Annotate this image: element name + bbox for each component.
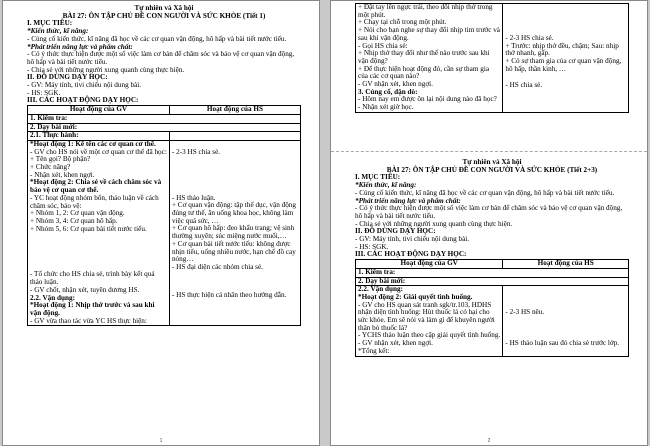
teacher-activities-cell: [356, 4, 503, 113]
competency-heading: *Phát triển năng lực và phẩm chất:: [27, 42, 133, 51]
document-page-right: [330, 0, 648, 446]
hs-line: - 2-3 HS chia sẻ.: [505, 34, 554, 42]
gv-line: - GV cho HS nói về một cơ quan cơ thể đã học:: [30, 147, 167, 156]
section-materials: II. ĐỒ DÙNG DẠY HỌC:: [355, 227, 436, 236]
student-activities-cell: [169, 140, 300, 325]
table-row: [356, 4, 629, 113]
gv-line: - GV cho HS quan sát tranh sgk/tr.103, HDHS nhận diện tình huống: Hùt thuốc lá có hại cho sức khỏe. Em sẽ nói và làm gì để khuyên người thân bỏ thuốc lá?: [358, 300, 495, 332]
competency-text-1: - Có ý thức thực hiện được một số việc làm cơ bản để chăm sóc và bảo vệ cơ quan vận động, hô hấp và bài tiết nước tiểu.: [27, 50, 295, 66]
gv-line: + Nhóm 5, 6: Cơ quan bài tiết nước tiểu.: [30, 224, 147, 233]
hs-spacer: [505, 4, 626, 35]
hs-spacer: [505, 286, 626, 309]
gv-line: + Đặt tay lên ngực trái, theo dõi nhịp thở trong một phút.: [358, 3, 493, 19]
student-activities-cell: [503, 4, 629, 113]
col-header-teacher: Hoạt động của GV: [28, 106, 170, 115]
hs-line: + Có sự tham gia của cơ quan vận động, hô hấp, thần kinh, …: [505, 57, 622, 73]
gv-line: 2.2. Vận dụng:: [30, 293, 76, 302]
gv-line: *Tổng kết:: [358, 346, 390, 355]
hs-spacer: [505, 317, 626, 340]
gv-line: - Nhận xét, khen ngợi.: [30, 170, 95, 179]
section-activities: III. CÁC HOẠT ĐỘNG DẠY HỌC:: [27, 96, 139, 105]
materials-teacher: - GV: Máy tính, tivi chiếu nội dung bài.: [355, 235, 470, 244]
gv-line: + Tên gọi? Bộ phận?: [30, 155, 91, 164]
section-materials: II. ĐỒ DÙNG DẠY HỌC:: [27, 73, 108, 82]
table-row: [28, 140, 301, 325]
section-objectives: I. MỤC TIÊU:: [27, 19, 73, 28]
gv-line: + Chạy tại chỗ trong một phút.: [358, 18, 447, 27]
gv-spacer: [30, 233, 167, 271]
hs-spacer: [172, 157, 298, 195]
gv-line: *Hoạt động 2: Giải quyết tình huống.: [358, 292, 473, 301]
activities-table: [355, 259, 629, 356]
page-left-content: [27, 5, 301, 433]
table-row: [28, 114, 301, 123]
col-header-student: Hoạt động của HS: [169, 106, 300, 115]
knowledge-text: - Củng cố kiến thức, kĩ năng đã học về các cơ quan vận động, hô hấp và bài tiết nước tiểu.: [355, 188, 615, 197]
page-right-top-content: [355, 3, 629, 137]
hs-line: + Cơ quan hô hấp: đeo khẩu trang; vệ sinh thường xuyên; súc miệng nước muối,…: [171, 224, 295, 241]
materials-student: - HS: SGK.: [355, 242, 389, 251]
col-header-teacher: Hoạt động của GV: [356, 260, 503, 269]
page-number: 1: [159, 438, 163, 444]
knowledge-heading: *Kiến thức, kĩ năng:: [355, 181, 417, 190]
gv-line: - Hôm nay em được ôn lại nội dung nào đã học?: [358, 95, 497, 104]
page-right-bottom-content: [355, 159, 629, 435]
hs-line: - HS thảo luận sau đó chia sẻ trước lớp.: [505, 338, 620, 347]
gv-line: *Hoạt động 1: Kể tên các cơ quan cơ thể.: [30, 139, 156, 148]
gv-line: *Hoạt động 1: Nhịp thở trước và sau khi vận động.: [30, 301, 155, 317]
gv-line: - YCHS thảo luận theo cặp giải quyết tình huống.: [358, 331, 501, 340]
activities-table: [27, 105, 301, 326]
gv-line: + Chức năng?: [30, 163, 71, 172]
gv-line: *Hoạt động 2: Chia sẻ về cách chăm sóc và bảo vệ cơ quan cơ thể.: [30, 178, 162, 195]
competency-heading: *Phát triển năng lực và phẩm chất:: [355, 196, 461, 205]
table-header-row: [356, 260, 629, 269]
row-practice-empty: [169, 132, 300, 141]
gv-line: + Để thực hiện hoạt động đó, cần sự tham gia của các cơ quan nào?: [358, 64, 490, 81]
gv-line: + Nhịp thở thay đổi như thế nào trước sau khi vận động?: [358, 49, 490, 65]
lesson-title: BÀI 27: ÔN TẬP CHỦ ĐỀ CON NGƯỜI VÀ SỨC KHỎE (Tiết 2+3): [386, 165, 598, 174]
document-page-left: [2, 0, 320, 446]
hs-line: - HS chia sẻ.: [505, 80, 543, 89]
gv-line: - GV nhận xét, khen ngợi.: [358, 339, 433, 348]
subject-heading: Tự nhiên và Xã hội: [134, 5, 194, 12]
student-activities-cell: [503, 286, 629, 356]
row-new-lesson: 2. Dạy bài mới:: [28, 123, 301, 132]
gv-line: + Nhóm 1, 2: Cơ quan vận động.: [30, 209, 125, 218]
materials-teacher: - GV: Máy tính, tivi chiếu nội dung bài.: [27, 81, 142, 90]
competency-text-2: - Chia sẻ với những người xung quanh cùng thực hiện.: [355, 219, 513, 228]
hs-spacer: [172, 272, 298, 292]
table-row: [356, 268, 629, 277]
hs-line: + Cơ quan vận động: tập thể dục, vận động đúng tư thế, ăn uống khoa học, không làm việc quá sức, …: [171, 201, 296, 225]
competency-text-2: - Chia sẻ với những người xung quanh cùng thực hiện.: [27, 65, 185, 74]
hs-line: + Cơ quan bài tiết nước tiểu: không được nhịn tiểu, uống nhiều nước, hạn chế đồ cay nóng…: [171, 239, 296, 264]
materials-student: - HS: SGK.: [27, 88, 61, 97]
gv-line: - YC hoạt động nhóm bốn, thảo luận về cách chăm sóc, bảo vệ:: [30, 193, 159, 210]
gv-line: - GV vừa thao tác vừa YC HS thực hiện:: [30, 316, 147, 325]
page-number: 2: [487, 438, 491, 444]
gv-line: 2.2. Vận dụng:: [358, 285, 404, 294]
gv-line: + Nhóm 3, 4: Cơ quan hô hấp.: [30, 216, 118, 225]
hs-line: - HS thực hiện cá nhân theo hướng dẫn.: [171, 290, 287, 299]
hs-line: - HS thảo luận.: [171, 193, 216, 202]
hs-line: + Trước: nhịp thở đều, chậm; Sau: nhịp thở nhanh, gấp.: [505, 41, 619, 58]
teacher-activities-cell: [356, 286, 503, 356]
row-check: 1. Kiểm tra:: [356, 268, 629, 277]
knowledge-text: - Củng cố kiến thức, kĩ năng đã học về các cơ quan vận động, hô hấp và bài tiết nước tiểu.: [27, 34, 287, 43]
hs-line: - HS đại diện các nhóm chia sẻ.: [171, 262, 263, 271]
gv-line: + Nói cho bạn nghe sự thay đổi nhịp tim trước và sau khi vận động.: [358, 26, 501, 42]
page-break-divider: [331, 151, 647, 152]
row-check: 1. Kiểm tra:: [28, 114, 301, 123]
gv-line: - GV chốt, nhận xét, tuyên dương HS.: [30, 285, 140, 294]
row-new-lesson: 2. Dạy bài mới:: [356, 277, 629, 286]
hs-line: - 2-3 HS chia sẻ.: [171, 147, 221, 156]
knowledge-heading: *Kiến thức, kĩ năng:: [27, 27, 89, 36]
teacher-activities-cell: [28, 140, 170, 325]
col-header-student: Hoạt động của HS: [503, 260, 629, 269]
gv-line: - GV nhận xét, khen ngợi.: [358, 80, 433, 89]
activities-table-continued: [355, 3, 629, 113]
gv-line: - Nhận xét giờ học.: [358, 103, 414, 112]
gv-line: 3. Củng cố, dặn dò:: [358, 87, 418, 96]
hs-line: - 2-3 HS nêu.: [505, 308, 545, 317]
competency-text-1: - Có ý thức thực hiện được một số việc làm cơ bản để chăm sóc và bảo vệ cơ quan vận động, hô hấp và bài tiết nước tiểu.: [355, 204, 623, 220]
gv-line: - Gọi HS chia sẻ:: [358, 41, 408, 50]
table-row: [356, 286, 629, 356]
section-objectives: I. MỤC TIÊU:: [355, 173, 401, 182]
section-activities: III. CÁC HOẠT ĐỘNG DẠY HỌC:: [355, 250, 467, 259]
gv-line: - Tổ chức cho HS chia sẻ, trình bày kết quả thảo luận.: [30, 270, 155, 287]
lesson-title: BÀI 27: ÔN TẬP CHỦ ĐỀ CON NGƯỜI VÀ SỨC KHỎE (Tiết 1): [62, 11, 266, 20]
table-header-row: [28, 106, 301, 115]
row-practice: 2.1. Thực hành:: [28, 132, 170, 141]
subject-heading: Tự nhiên và Xã hội: [462, 159, 522, 166]
